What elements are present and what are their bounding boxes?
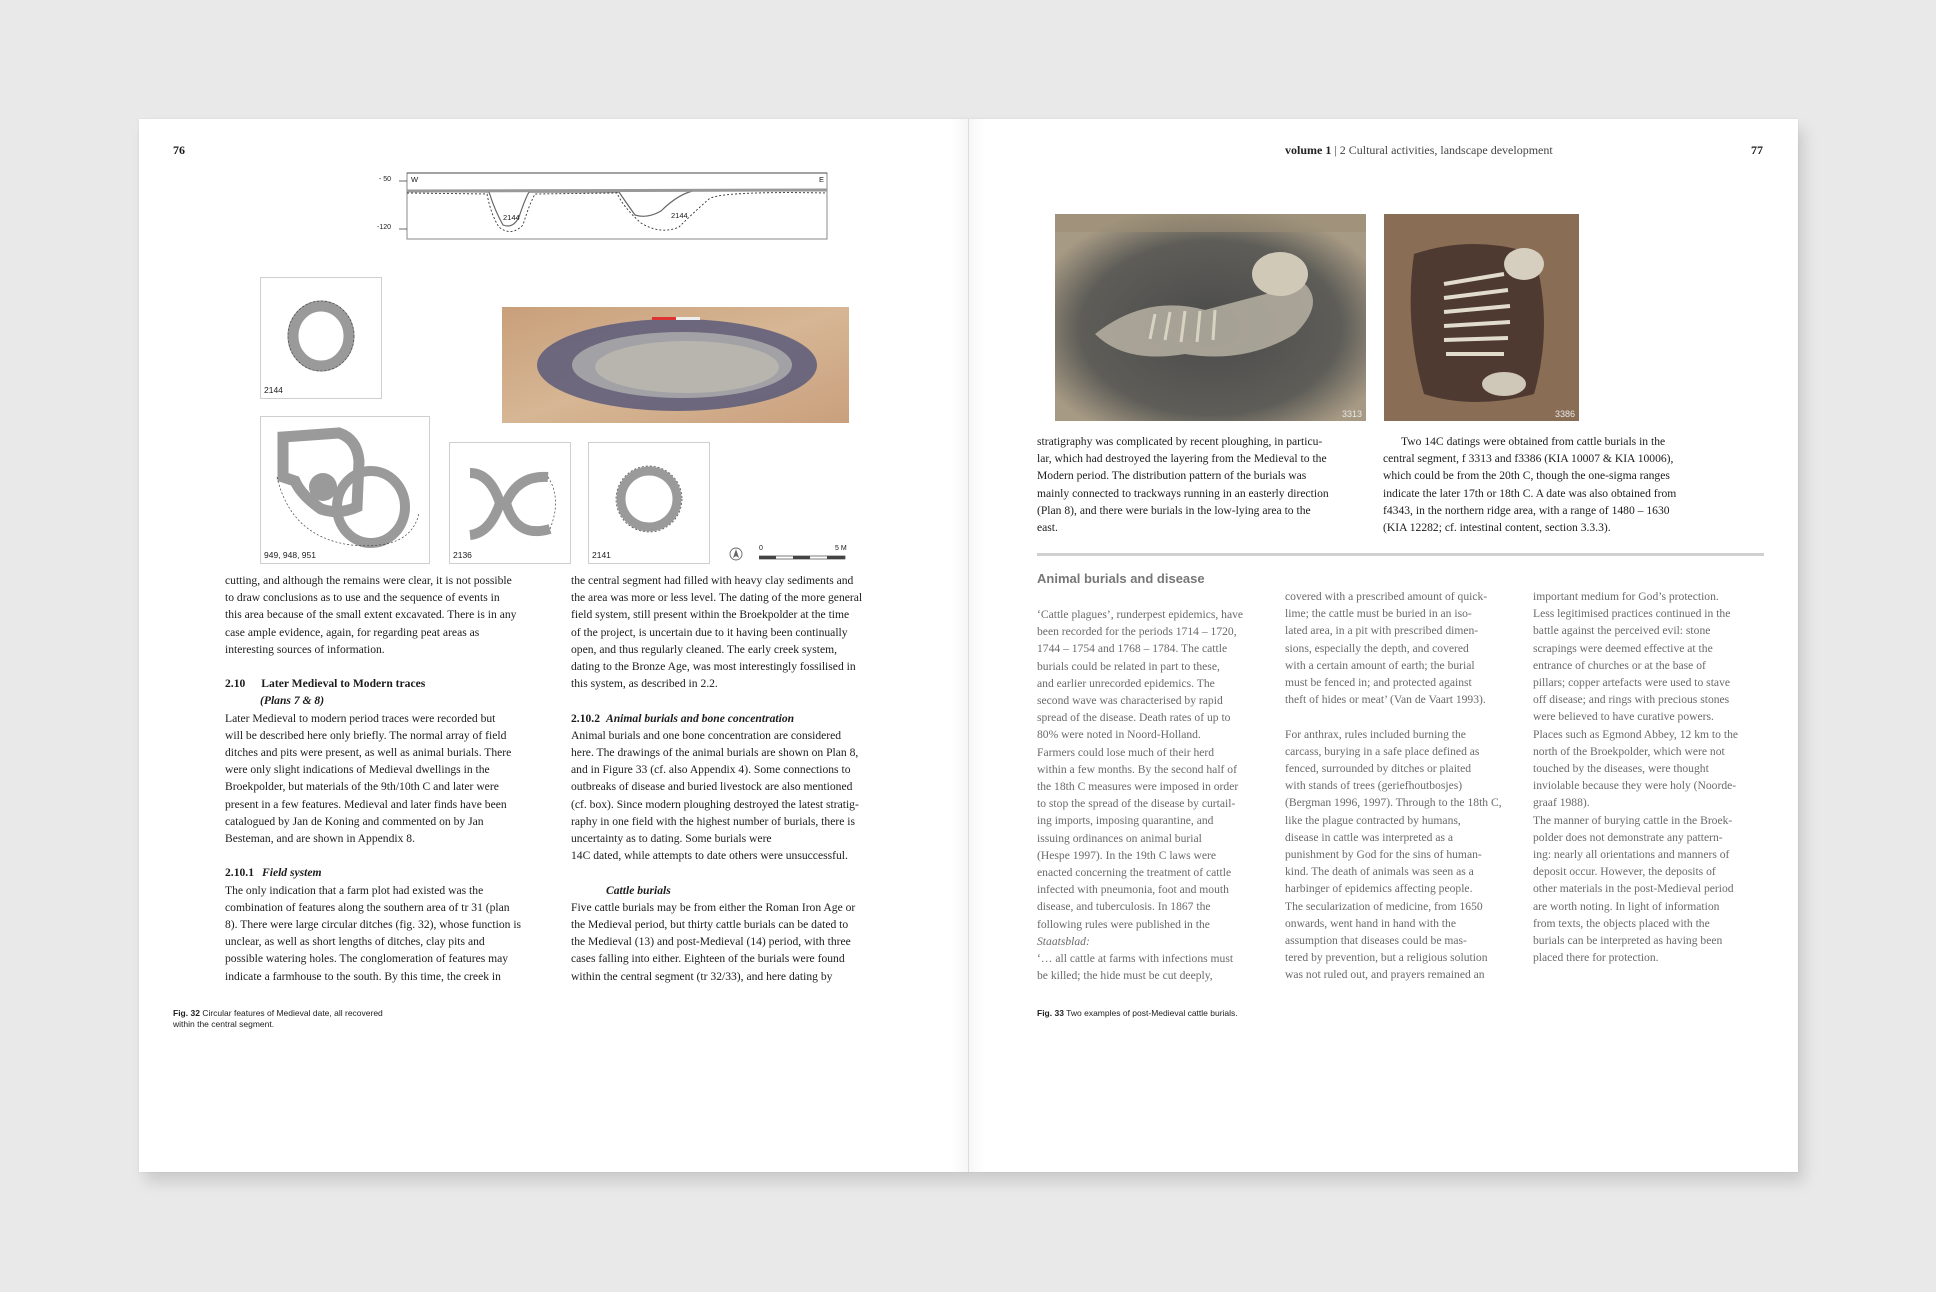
text-line: lated area, in a pit with prescribed dimen- [1285,624,1479,638]
text-line: 8). There were large circular ditches (fig. 32), whose function is [225,918,522,932]
text-line: battle against the perceived evil: stone [1533,624,1711,638]
plan-949-svg [261,417,429,563]
text-line: The only indication that a farm plot had existed was the [225,883,484,897]
profile-west-label: W [411,175,419,184]
text-line: kind. The death of animals was seen as a [1285,865,1474,879]
text-line: Later Medieval to modern period traces were recorded but [225,711,496,725]
text-line: second wave was characterised by rapid [1037,694,1223,708]
right-top-column-2 [1383,433,1723,536]
plan-949-label: 949, 948, 951 [264,550,316,560]
plan-2136-svg [450,443,570,563]
text-line: from texts, the objects placed with the [1533,916,1710,930]
text-line: must be fenced in; and protected against [1285,676,1472,690]
text-line: infected with pneumonia, foot and mouth [1037,883,1229,897]
text-line: unclear, as well as short lengths of ditches, clay pits and [225,935,485,949]
text-line: been recorded for the periods 1714 – 1720, [1037,625,1237,639]
text-line: the area was more or less level. The dating of the more general [571,591,863,605]
text-line: uncertainty as to dating. Some burials were [571,832,772,846]
heading-2-10-1: 2.10.1 Field system [225,866,322,880]
text-line: f4343, in the northern ridge area, with a range of 1480 – 1630 [1383,503,1670,517]
text-line: and earlier unrecorded epidemics. The [1037,676,1215,690]
text-line: the 18th C measures were imposed in order [1037,780,1239,794]
text-line: inviolable because they were holy (Noorde- [1533,779,1737,793]
heading-2-10: 2.10 Later Medieval to Modern traces [225,677,426,691]
text-line: ‘… all cattle at farms with infections must [1037,952,1234,966]
text-line: ing: nearly all orientations and manners of [1533,848,1730,862]
text-line: were only slight indications of Medieval dwellings in the [225,763,490,777]
text-line: outbreaks of disease and buried livestock are also mentioned [571,780,853,794]
text-line: harbinger of epidemics affecting people. [1285,882,1473,896]
text-line: placed there for protection. [1533,951,1659,965]
plan-2136-label: 2136 [453,550,472,560]
text-line: disease, and tuberculosis. In 1867 the [1037,900,1211,914]
text-line: like the plague contracted by humans, [1285,813,1461,827]
plan-2144-svg [261,278,381,398]
text-line: be killed; the hide must be cut deeply, [1037,969,1213,983]
box-column-3 [1533,588,1773,966]
text-line: onwards, went hand in hand with the [1285,916,1456,930]
north-arrow-icon [729,547,743,561]
plan-949-948-951 [260,416,430,564]
cattle-burial-photo-3386 [1384,214,1579,421]
text-line: following rules were published in the [1037,917,1210,931]
figure-33-caption: Fig. 33 Two examples of post-Medieval cattle burials. [1037,1008,1238,1018]
text-line: here. The drawings of the animal burials are shown on Plan 8, [571,746,859,760]
text-line: was not ruled out, and prayers remained an [1285,968,1485,982]
text-line: to draw conclusions as to use and the sequence of events in [225,591,500,605]
text-line: present in a few features. Medieval and later finds have been [225,797,507,811]
text-line: the Medieval (13) and post-Medieval (14) period, with three [571,935,851,949]
text-line: cases falling into either. Eighteen of the burials were found [571,952,845,966]
book-spread [139,119,1798,1172]
text-line: issuing ordinances on animal burial [1037,831,1202,845]
text-line: within a few months. By the second half of [1037,762,1237,776]
text-line: 1744 – 1754 and 1768 – 1784. The cattle [1037,642,1228,656]
text-line: burials could be related in part to these, [1037,659,1220,673]
text-line: carcass, burying in a safe place defined as [1285,744,1480,758]
text-line: north of the Broekpolder, which were not [1533,744,1725,758]
text-line: (cf. box). Since modern ploughing destroyed the latest stratig- [571,797,859,811]
profile-depth-tick-top: - 50 [379,176,392,183]
photo-3386-label: 3386 [1554,409,1575,419]
left-column-1 [225,572,560,985]
gutter-line [968,119,969,1172]
text-line: with stands of trees (geriefhoutbosjes) [1285,779,1463,793]
excavation-photo-svg [502,307,849,423]
figure-32-caption: Fig. 32 Circular features of Medieval date, all recovered within the central segment. [173,1008,383,1029]
text-line: entrance of churches or at the base of [1533,658,1706,672]
text-line: punishment by God for the sins of human- [1285,848,1482,862]
scale-end-label: 5 M [835,545,847,552]
text-line: lime; the cattle must be buried in an iso- [1285,607,1472,621]
text-line: Two 14C datings were obtained from cattle burials in the [1401,435,1666,448]
photo-3313-label: 3313 [1341,409,1362,419]
text-line: Animal burials and one bone concentration are considered [571,728,842,742]
heading-2-10-sub: (Plans 7 & 8) [260,694,325,708]
running-header: volume 1 | 2 Cultural activities, landscape development [1285,143,1553,157]
text-line: 14C dated, while attempts to date others were unsuccessful. [571,849,848,863]
text-line: The secularization of medicine, from 1650 [1285,899,1483,913]
text-line: and in Figure 33 (cf. also Appendix 4). Some connections to [571,763,851,777]
text-line: other materials in the post-Medieval period [1533,882,1734,896]
right-page-number: 77 [1751,143,1763,157]
text-line: to stop the spread of the disease by curtail- [1037,797,1236,811]
text-line: dating to the Bronze Age, was most interestingly fossilised in [571,660,856,674]
text-line: combination of features along the southern area of tr 31 (plan [225,900,510,914]
text-line: case ample evidence, again, for regarding peat areas as [225,625,480,639]
plan-2136 [449,442,571,564]
text-line: were believed to have curative powers. [1533,710,1714,724]
profile-section-drawing [379,171,835,241]
text-line: deposit occur. However, the deposits of [1533,865,1716,879]
text-line: cutting, and although the remains were clear, it is not possible [225,574,512,587]
scale-start-label: 0 [759,545,763,552]
cattle-burial-photo-3313 [1055,214,1366,421]
text-line: field system, still present within the Broekpolder at the time [571,608,850,622]
text-line: of the project, is uncertain due to it having been continually [571,625,848,639]
text-line: this area because of the small extent excavated. There is in any [225,608,517,622]
text-line: the central segment had filled with heavy clay sediments and [571,574,854,587]
right-top-column-1 [1037,433,1377,536]
text-line: which could be from the 20th C, though the one-sigma ranges [1383,469,1670,483]
text-line: Places such as Egmond Abbey, 12 km to the [1533,727,1739,741]
text-line: within the central segment (tr 32/33), and here dating by [571,969,833,983]
text-line: The manner of burying cattle in the Broek- [1533,813,1733,827]
heading-2-10-2: 2.10.2 Animal burials and bone concentration [571,711,795,725]
photo-3313-svg [1055,214,1366,421]
heading-cattle-burials: Cattle burials [606,883,671,897]
profile-pit-label-1: 2144 [503,213,520,222]
text-line: are worth noting. In light of information [1533,899,1720,913]
text-line: (Plan 8), and there were burials in the low-lying area to the [1037,503,1311,517]
text-line: this system, as described in 2.2. [571,677,718,691]
text-line: catalogued by Jan de Koning and commented on by Jan [225,814,484,828]
text-line: interesting sources of information. [225,642,385,656]
text-line: ing imports, imposing quarantine, and [1037,814,1214,828]
text-line: possible watering holes. The conglomeration of features may [225,952,509,966]
photo-3386-svg [1384,214,1579,421]
plan-2144-label: 2144 [264,385,283,395]
text-line: Farmers could lose much of their herd [1037,745,1215,759]
text-line: Besteman, and are shown in Appendix 8. [225,832,415,846]
plan-2141-label: 2141 [592,550,611,560]
text-line: indicate the later 17th or 18th C. A date was also obtained from [1383,486,1677,500]
text-line: open, and thus regularly cleaned. The early creek system, [571,642,838,656]
text-line: will be described here only briefly. The normal array of field [225,728,507,742]
text-line: graaf 1988). [1533,796,1590,810]
text-line: Staatsblad: [1037,934,1090,948]
text-line: with a certain amount of earth; the burial [1285,658,1475,672]
box-heading: Animal burials and disease [1037,571,1205,586]
text-line: central segment, f 3313 and f3386 (KIA 10007 & KIA 10006), [1383,452,1674,466]
text-line: ditches and pits were present, as well as animal burials. There [225,746,512,760]
text-line: the Medieval period, but thirty cattle burials can be dated to [571,918,849,932]
profile-pit-label-2: 2144 [671,211,688,220]
text-line: (Hespe 1997). In the 19th C laws were [1037,848,1217,862]
text-line: lar, which had destroyed the layering from the Medieval to the [1037,452,1327,466]
text-line: off disease; and rings with precious stones [1533,693,1730,707]
profile-depth-tick-bottom: -120 [377,224,392,231]
text-line: fenced, surrounded by ditches or plaited [1285,762,1472,776]
box-column-1 [1037,606,1277,984]
text-line: polder does not demonstrate any pattern- [1533,830,1723,844]
text-line: Broekpolder, but materials of the 9th/10th C and later were [225,780,499,794]
plan-2141 [588,442,710,564]
text-line: important medium for God’s protection. [1533,590,1719,603]
text-line: Modern period. The distribution pattern of the burials was [1037,469,1307,483]
text-line: disease in cattle was interpreted as a [1285,830,1454,844]
box-top-rule [1037,553,1764,556]
text-line: touched by the diseases, were thought [1533,762,1709,776]
text-line: theft of hides or meat’ (Van de Vaart 1993). [1285,693,1486,707]
text-line: (KIA 12282; cf. intestinal content, section 3.3.3). [1383,521,1611,535]
text-line: For anthrax, rules included burning the [1285,727,1466,741]
text-line: pillars; copper artefacts were used to stave [1533,676,1731,690]
plan-2141-svg [589,443,709,563]
text-line: Five cattle burials may be from either the Roman Iron Age or [571,900,856,914]
text-line: burials can be interpreted as having been [1533,934,1723,948]
text-line: indicate a farmhouse to the south. By this time, the creek in [225,969,501,983]
text-line: assumption that diseases could be mas- [1285,934,1467,948]
text-line: Less legitimised practices continued in the [1533,607,1731,621]
plan-2144 [260,277,382,399]
left-page-number: 76 [173,143,185,157]
box-column-2 [1285,588,1525,984]
text-line: covered with a prescribed amount of quick- [1285,590,1488,603]
text-line: enacted concerning the treatment of cattle [1037,866,1232,880]
text-line: spread of the disease. Death rates of up to [1037,711,1231,725]
text-line: tered by prevention, but a religious solution [1285,951,1488,965]
text-line: raphy in one field with the highest number of burials, there is [571,814,855,828]
profile-east-label: E [819,175,825,184]
text-line: 80% were noted in Noord-Holland. [1037,728,1201,742]
text-line: scrapings were deemed effective at the [1533,641,1713,655]
text-line: ‘Cattle plagues’, runderpest epidemics, have [1037,608,1244,621]
profile-svg [379,171,835,241]
text-line: sions, especially the depth, and covered [1285,641,1469,655]
excavation-photo [502,307,849,423]
text-line: (Bergman 1996, 1997). Through to the 18th C, [1285,796,1502,810]
text-line: stratigraphy was complicated by recent ploughing, in particu- [1037,435,1323,448]
text-line: east. [1037,521,1058,535]
left-column-2 [571,572,911,985]
text-line: mainly connected to trackways running in an easterly direction [1037,486,1329,500]
